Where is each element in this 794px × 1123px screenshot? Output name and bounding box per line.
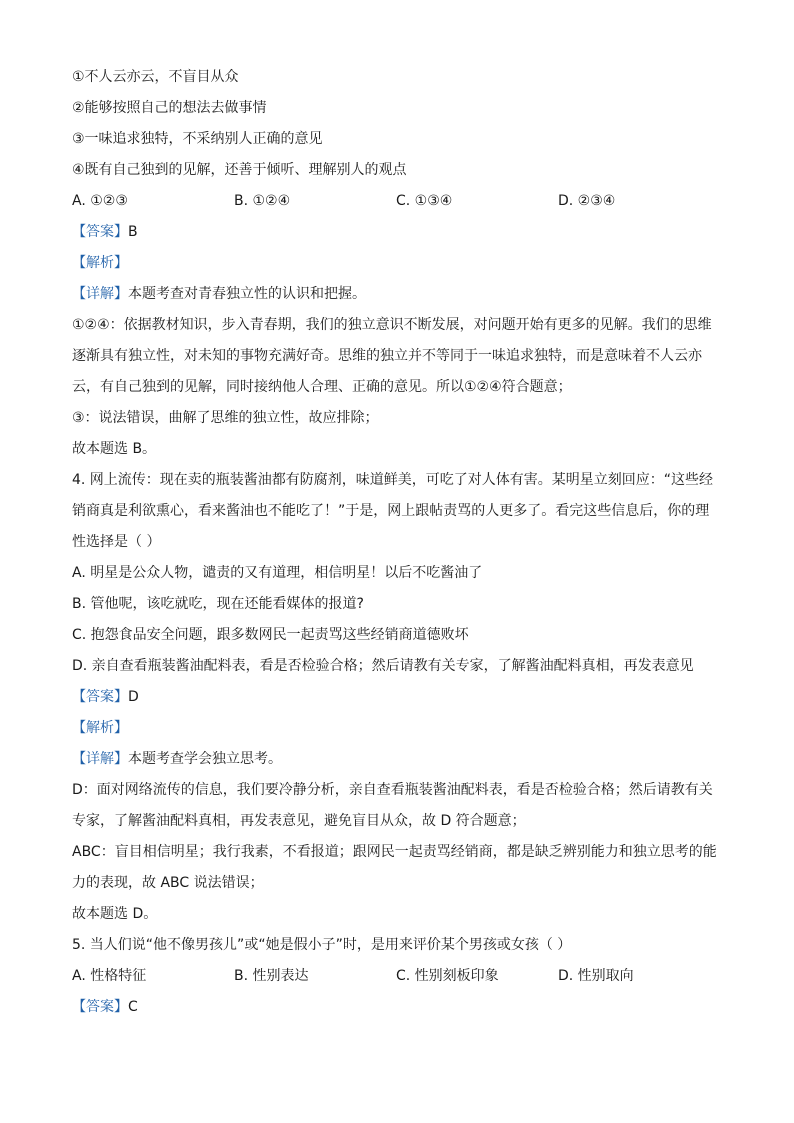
q4-stem-line: 性选择是（ ）: [72, 534, 161, 550]
q3-option-d: D. ②③④: [558, 193, 616, 209]
answer-tag: 【答案】: [72, 224, 128, 240]
detail-text: 本题考查学会独立思考。: [128, 751, 282, 767]
q3-detail-line: ①②④：依据教材知识，步入青春期，我们的独立意识不断发展，对问题开始有更多的见解。我们的思维: [72, 317, 712, 333]
analysis-tag: 【解析】: [72, 255, 128, 271]
q5-option-b: B. 性别表达: [234, 968, 309, 984]
q3-analysis-heading: [72, 248, 722, 279]
q4-detail-line: D：面对网络流传的信息，我们要冷静分析，亲自查看瓶装酱油配料表，看是否检验合格；然后请教有关: [72, 782, 713, 798]
q5-option-d: D. 性别取向: [558, 968, 634, 984]
answer-value: B: [128, 224, 138, 240]
answer-tag: 【答案】: [72, 999, 128, 1015]
detail-text: 本题考查对青春独立性的认识和把握。: [128, 286, 366, 302]
analysis-tag: 【解析】: [72, 720, 128, 736]
q5-answer: [72, 992, 722, 1023]
q3-option-b: B. ①②④: [234, 193, 291, 209]
q3-option-c: C. ①③④: [396, 193, 453, 209]
q4-option-c: C. 抱怨食品安全问题，跟多数网民一起责骂这些经销商道德败坏: [72, 627, 469, 643]
q5-option-a: A. 性格特征: [72, 968, 147, 984]
q3-detail-line: [72, 279, 722, 310]
q4-option-b: B. 管他呢，该吃就吃，现在还能看媒体的报道?: [72, 596, 364, 612]
q5-option-c: C. 性别刻板印象: [396, 968, 499, 984]
q3-detail-line: 故本题选 B。: [72, 441, 157, 457]
document-page: [72, 62, 722, 1023]
q4-answer: [72, 682, 722, 713]
q3-detail-line: 云，有自己独到的见解，同时接纳他人合理、正确的意见。所以①②④符合题意；: [72, 379, 572, 395]
q3-option-a: A. ①②③: [72, 193, 128, 209]
q4-stem-line: 销商真是利欲熏心，看来酱油也不能吃了！”于是，网上跟帖责骂的人更多了。看完这些信息后，你的理: [72, 503, 710, 519]
statement-4: ④既有自己独到的见解，还善于倾听、理解别人的观点: [72, 162, 407, 178]
q4-detail-line: 专家，了解酱油配料真相，再发表意见，避免盲目从众，故 D 符合题意；: [72, 813, 526, 829]
statement-2: ②能够按照自己的想法去做事情: [72, 100, 267, 116]
q3-detail-line: ③：说法错误，曲解了思维的独立性，故应排除；: [72, 410, 379, 426]
q4-stem-line: 4. 网上流传：现在卖的瓶装酱油都有防腐剂，味道鲜美，可吃了对人体有害。某明星立刻回应：“这些经: [72, 472, 714, 488]
q3-options: [72, 186, 722, 217]
q4-option-d: D. 亲自查看瓶装酱油配料表，看是否检验合格；然后请教有关专家，了解酱油配料真相，再发表意见: [72, 658, 694, 674]
answer-value: C: [128, 999, 138, 1015]
q3-detail-line: 逐渐具有独立性，对未知的事物充满好奇。思维的独立并不等同于一味追求独特，而是意味着不人云亦: [72, 348, 702, 364]
detail-tag: 【详解】: [72, 286, 128, 302]
q4-detail-line: 力的表现，故 ABC 说法错误；: [72, 875, 264, 891]
answer-tag: 【答案】: [72, 689, 128, 705]
detail-tag: 【详解】: [72, 751, 128, 767]
q5-stem: 5. 当人们说“他不像男孩儿”或“她是假小子”时，是用来评价某个男孩或女孩（ ）: [72, 937, 572, 953]
statement-3: ③一味追求独特，不采纳别人正确的意见: [72, 131, 323, 147]
q4-detail-line: ABC：盲目相信明星；我行我素，不看报道；跟网民一起责骂经销商，都是缺乏辨别能力和独立思考的能: [72, 844, 717, 860]
q5-options: [72, 961, 722, 992]
q3-answer: [72, 217, 722, 248]
q4-detail-line: 故本题选 D。: [72, 906, 158, 922]
q4-option-a: A. 明星是公众人物，谴责的又有道理，相信明星！以后不吃酱油了: [72, 565, 483, 581]
statement-1: ①不人云亦云，不盲目从众: [72, 69, 239, 85]
answer-value: D: [128, 689, 139, 705]
q4-analysis-heading: [72, 713, 722, 744]
q4-detail-line: [72, 744, 722, 775]
